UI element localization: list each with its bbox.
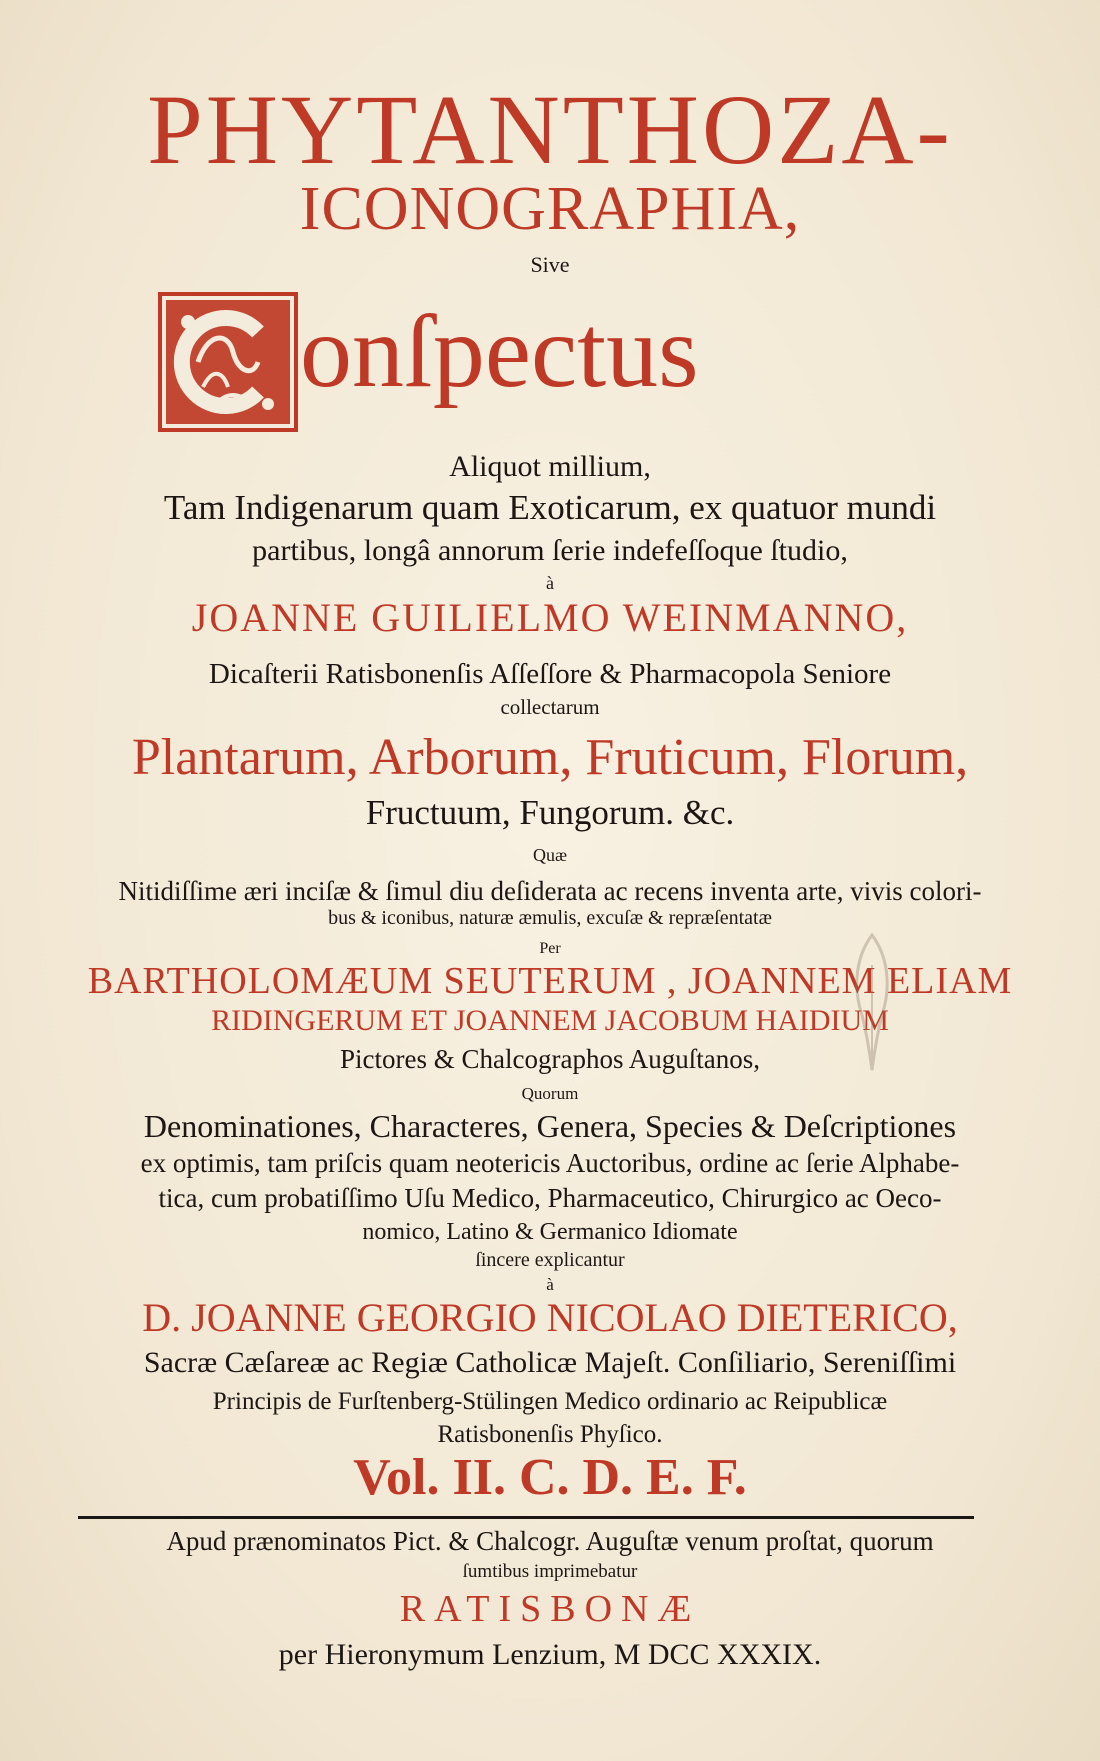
denom-line-4: nomico, Latino & Germanico Idiomate xyxy=(362,1219,738,1245)
a-line-1: à xyxy=(546,573,554,593)
imprint-line-2: ſumtibus imprimebatur xyxy=(462,1561,638,1582)
title-line-1: PHYTANTHOZA- xyxy=(147,74,953,185)
editor-name: D. JOANNE GEORGIO NICOLAO DIETERICO, xyxy=(142,1295,958,1340)
editor-line-2: Principis de Furſtenberg-Stülingen Medico ordinario ac Reipublicæ xyxy=(212,1388,888,1415)
quae-line: Quæ xyxy=(532,845,567,865)
partibus-line: partibus, longâ annorum ſerie indefeſſoque ſtudio, xyxy=(252,534,848,567)
denom-line-1: Denominationes, Characteres, Genera, Species & Deſcriptiones xyxy=(143,1108,957,1144)
editor-line-3: Ratisbonenſis Phyſico. xyxy=(437,1421,663,1448)
author-title: Dicaſterii Ratisbonenſis Aſſeſſore & Pharmacopola Seniore xyxy=(208,658,892,690)
artists-line-2: RIDINGERUM ET JOANNEM JACOBUM HAIDIUM xyxy=(211,1004,889,1037)
denom-line-2: ex optimis, tam priſcis quam neotericis Auctoribus, ordine ac ſerie Alphabe- xyxy=(140,1148,960,1178)
nitid-line-2: bus & iconibus, naturæ æmulis, excuſæ & repræſentatæ xyxy=(328,907,772,929)
aliquot-line: Aliquot millium, xyxy=(449,450,651,483)
plants-line: Plantarum, Arborum, Fruticum, Florum, xyxy=(131,729,969,786)
editor-line-1: Sacræ Cæſareæ ac Regiæ Catholicæ Majeſt. Conſiliario, Sereniſſimi xyxy=(143,1346,957,1379)
divider-rule xyxy=(78,1516,974,1519)
sive-label: Sive xyxy=(530,252,570,277)
imprint-line-1: Apud prænominatos Pict. & Chalcogr. Auguſtæ venum proſtat, quorum xyxy=(166,1526,934,1556)
ornamental-initial-c xyxy=(158,292,298,432)
tam-line: Tam Indigenarum quam Exoticarum, ex quatuor mundi xyxy=(163,488,937,527)
denom-line-3: tica, cum probatiſſimo Uſu Medico, Pharmaceutico, Chirurgico ac Oeco- xyxy=(158,1183,942,1213)
author-name: JOANNE GUILIELMO WEINMANNO, xyxy=(191,595,909,640)
volume-line: Vol. II. C. D. E. F. xyxy=(353,1449,747,1506)
fructuum-line: Fructuum, Fungorum. &c. xyxy=(365,793,735,832)
quorum-line: Quorum xyxy=(521,1084,579,1103)
title-line-2: ICONOGRAPHIA, xyxy=(299,175,801,243)
pictores-line: Pictores & Chalcographos Auguſtanos, xyxy=(340,1044,760,1074)
place-line: RATISBONÆ xyxy=(399,1588,701,1630)
printer-line: per Hieronymum Lenzium, M DCC XXXIX. xyxy=(278,1638,822,1671)
nitid-line-1: Nitidiſſime æri inciſæ & ſimul diu deſiderata ac recens inventa arte, vivis colori- xyxy=(118,876,982,906)
collectarum-line: collectarum xyxy=(500,695,600,719)
conspectus-word: onſpectus xyxy=(300,294,699,409)
per-line-1: Per xyxy=(539,940,561,957)
a-line-2: à xyxy=(546,1275,554,1294)
sincere-line: ſincere explicantur xyxy=(475,1249,625,1271)
artists-line-1: BARTHOLOMÆUM SEUTERUM , JOANNEM ELIAM xyxy=(87,960,1013,1002)
